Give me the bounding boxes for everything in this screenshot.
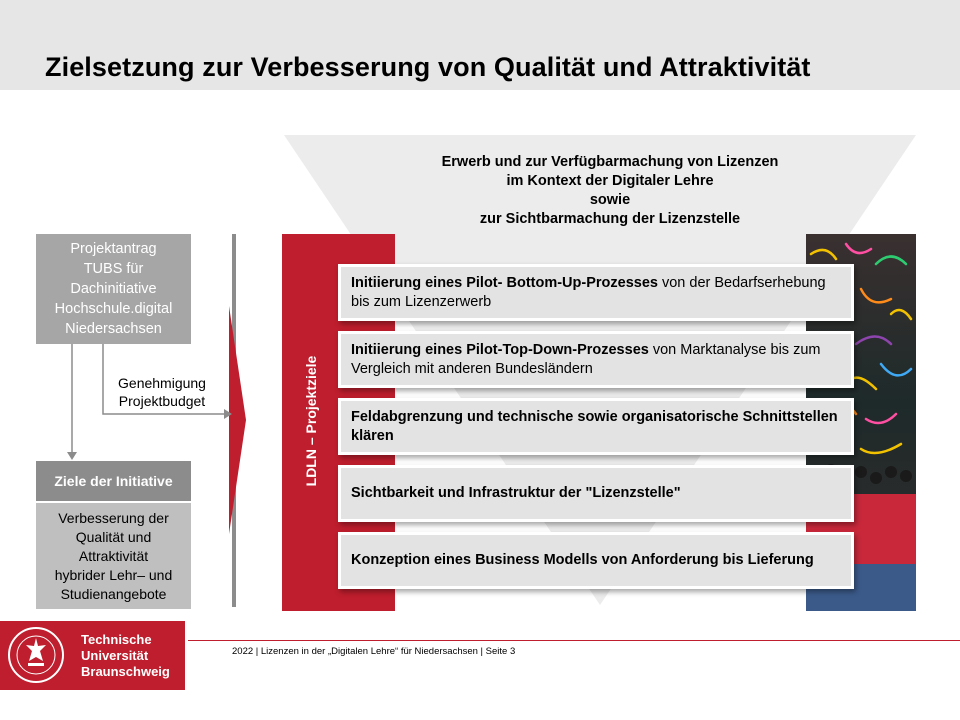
connector-down-arrowhead bbox=[67, 452, 77, 460]
project-line: Dachinitiative bbox=[70, 281, 157, 297]
goals-line: hybrider Lehr– und bbox=[54, 566, 173, 583]
approval-line-2: Projektbudget bbox=[118, 393, 206, 409]
goal-1-bold: Initiierung eines Pilot- Bottom-Up-Prozesses bbox=[351, 274, 658, 291]
initiative-goals-body bbox=[36, 503, 191, 609]
project-goals-vertical-label: LDLN – Projektziele bbox=[303, 355, 319, 487]
funnel-line-2: im Kontext der Digitaler Lehre bbox=[506, 173, 714, 189]
logo-line-3: Braunschweig bbox=[81, 664, 170, 679]
goal-2-text: von Marktanalyse bis zum Vergleich mit anderen Bundesländern bbox=[351, 341, 821, 377]
goal-item-5 bbox=[341, 535, 851, 586]
goal-1-text: von der Bedarfserhebung bis zum Lizenzerwerb bbox=[351, 274, 826, 310]
project-application-box bbox=[36, 234, 191, 344]
funnel-line-3: sowie bbox=[589, 192, 631, 208]
approval-line-1: Genehmigung bbox=[118, 375, 206, 391]
project-line: TUBS für bbox=[83, 261, 144, 277]
logo-line-1: Technische bbox=[81, 632, 152, 647]
project-line: Projektantrag bbox=[70, 241, 157, 257]
goals-line: Verbesserung der bbox=[58, 509, 169, 526]
approval-label bbox=[102, 374, 222, 410]
goal-2-bold: Initiierung eines Pilot-Top-Down-Prozesses bbox=[351, 341, 649, 358]
logo-line-2: Universität bbox=[81, 648, 149, 663]
footer-divider bbox=[188, 640, 960, 641]
goal-3-bold: Feldabgrenzung und technische sowie organisatorische Schnittstellen klären bbox=[351, 408, 838, 444]
university-seal-icon bbox=[0, 621, 70, 690]
funnel-line-4: zur Sichtbarmachung der Lizenzstelle bbox=[479, 211, 741, 227]
goals-line: Attraktivität bbox=[78, 547, 149, 564]
footer-text: 2022 | Lizenzen in der „Digitalen Lehre“ für Niedersachsen | Seite 3 bbox=[232, 646, 516, 657]
goal-item-4 bbox=[341, 468, 851, 519]
project-line: Niedersachsen bbox=[65, 321, 162, 337]
red-arrow bbox=[229, 306, 246, 534]
funnel-heading bbox=[375, 153, 845, 229]
initiative-goals-heading: Ziele der Initiative bbox=[36, 461, 191, 501]
goals-line: Qualität und bbox=[75, 528, 152, 545]
logo-text bbox=[81, 632, 170, 680]
goal-item-3 bbox=[341, 401, 851, 452]
goal-item-2 bbox=[341, 334, 851, 385]
slide-title: Zielsetzung zur Verbesserung von Qualität und Attraktivität bbox=[45, 52, 811, 82]
funnel-line-1: Erwerb und zur Verfügbarmachung von Lizenzen bbox=[441, 154, 779, 170]
goals-line: Studienangebote bbox=[60, 585, 167, 602]
goal-item-1 bbox=[341, 267, 851, 318]
project-line: Hochschule.digital bbox=[54, 301, 173, 317]
goal-4-bold: Sichtbarkeit und Infrastruktur der "Lizenzstelle" bbox=[351, 485, 681, 501]
goal-5-bold: Konzeption eines Business Modells von Anforderung bis Lieferung bbox=[351, 552, 814, 568]
